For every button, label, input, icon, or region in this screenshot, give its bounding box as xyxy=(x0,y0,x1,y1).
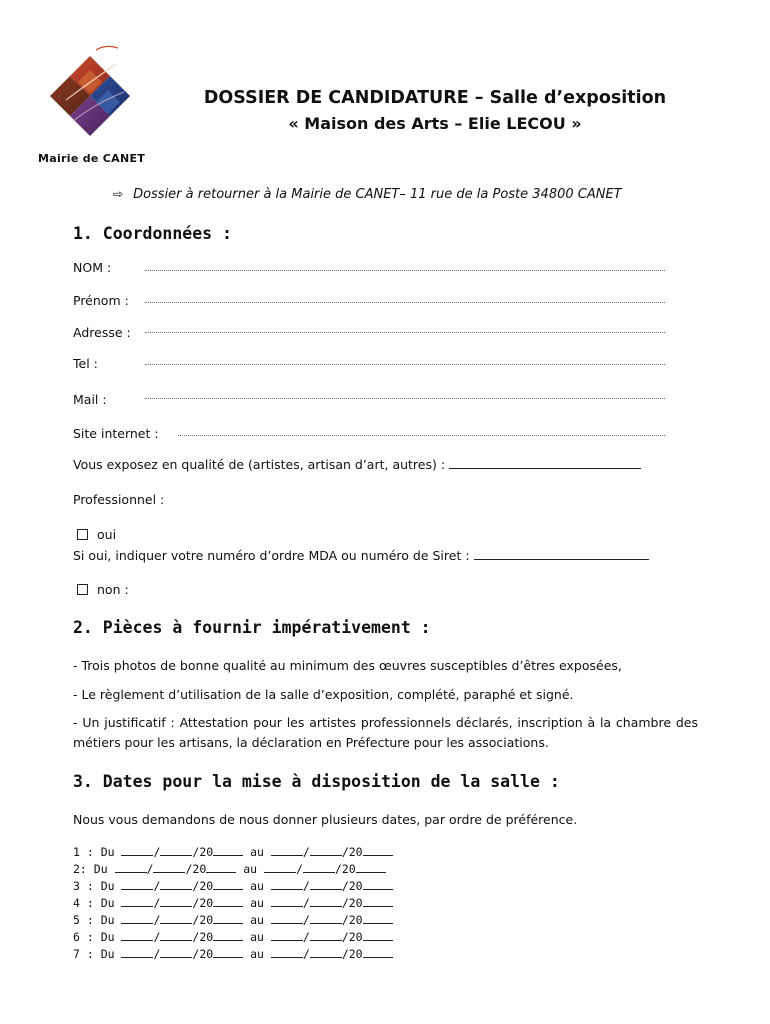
date-start-day[interactable] xyxy=(121,913,153,924)
date-end-day[interactable] xyxy=(271,913,303,924)
oui-row xyxy=(73,527,116,542)
date-sep: / xyxy=(302,947,310,961)
field-line-mail[interactable] xyxy=(145,398,665,399)
date-start-year[interactable] xyxy=(213,930,243,941)
arrow-right-icon: ⇨ xyxy=(113,187,124,201)
date-start-year-prefix: /20 xyxy=(192,845,214,859)
date-end-day[interactable] xyxy=(264,862,296,873)
date-row xyxy=(73,947,393,961)
date-sep: / xyxy=(302,930,310,944)
piece-item-3: - Un justificatif : Attestation pour les artistes professionnels déclarés, inscription à la chambre des métiers pour les artisans, la déclaration en Préfecture pour les associations. xyxy=(73,715,698,750)
date-sep: / xyxy=(302,913,310,927)
date-row xyxy=(73,879,393,893)
field-line-tel[interactable] xyxy=(145,364,665,365)
section1-heading: 1. Coordonnées : xyxy=(73,224,232,243)
date-row xyxy=(73,913,393,927)
date-sep: / xyxy=(302,879,310,893)
piece-item-1: - Trois photos de bonne qualité au minimum des œuvres susceptibles d’êtres exposées, xyxy=(73,658,622,673)
field-label-prenom: Prénom : xyxy=(73,293,129,308)
date-row-label: 3 : Du xyxy=(73,879,122,893)
date-au: au xyxy=(243,930,271,944)
date-sep: / xyxy=(153,930,161,944)
date-row-label: 5 : Du xyxy=(73,913,122,927)
mairie-logo xyxy=(36,42,144,150)
date-au: au xyxy=(243,896,271,910)
date-end-month[interactable] xyxy=(310,896,342,907)
date-end-day[interactable] xyxy=(271,930,303,941)
field-line-prenom[interactable] xyxy=(145,302,665,303)
date-sep: / xyxy=(153,879,161,893)
organization-name: Mairie de CANET xyxy=(38,152,146,165)
date-row-label: 2: Du xyxy=(73,862,115,876)
date-start-month[interactable] xyxy=(160,947,192,958)
date-end-year[interactable] xyxy=(363,913,393,924)
date-start-year[interactable] xyxy=(213,947,243,958)
date-end-year[interactable] xyxy=(363,947,393,958)
date-start-year[interactable] xyxy=(213,845,243,856)
date-end-month[interactable] xyxy=(310,845,342,856)
non-row xyxy=(73,582,129,597)
date-end-month[interactable] xyxy=(310,947,342,958)
date-end-year[interactable] xyxy=(363,896,393,907)
date-sep: / xyxy=(302,845,310,859)
date-end-day[interactable] xyxy=(271,845,303,856)
date-au: au xyxy=(243,913,271,927)
date-start-day[interactable] xyxy=(121,845,153,856)
date-start-year-prefix: /20 xyxy=(185,862,207,876)
qualite-row xyxy=(73,457,641,472)
qualite-label: Vous exposez en qualité de (artistes, artisan d’art, autres) : xyxy=(73,457,446,472)
date-sep: / xyxy=(146,862,154,876)
date-au: au xyxy=(243,947,271,961)
date-end-year[interactable] xyxy=(363,879,393,890)
date-start-day[interactable] xyxy=(121,896,153,907)
field-label-adresse: Adresse : xyxy=(73,325,131,340)
date-end-day[interactable] xyxy=(271,879,303,890)
date-end-day[interactable] xyxy=(271,896,303,907)
date-start-month[interactable] xyxy=(160,930,192,941)
date-end-year[interactable] xyxy=(363,845,393,856)
field-line-nom[interactable] xyxy=(145,270,665,271)
date-sep: / xyxy=(153,896,161,910)
date-end-year-prefix: /20 xyxy=(341,947,363,961)
date-start-year[interactable] xyxy=(213,879,243,890)
field-label-tel: Tel : xyxy=(73,356,98,371)
date-au: au xyxy=(243,845,271,859)
date-end-year-prefix: /20 xyxy=(341,845,363,859)
date-end-month[interactable] xyxy=(303,862,335,873)
date-start-month[interactable] xyxy=(160,913,192,924)
non-checkbox[interactable] xyxy=(77,584,88,595)
date-end-year[interactable] xyxy=(363,930,393,941)
date-end-year-prefix: /20 xyxy=(341,879,363,893)
date-end-day[interactable] xyxy=(271,947,303,958)
field-label-nom: NOM : xyxy=(73,260,112,275)
siret-label: Si oui, indiquer votre numéro d’ordre MDA ou numéro de Siret : xyxy=(73,548,470,563)
date-start-year-prefix: /20 xyxy=(192,947,214,961)
professionnel-label: Professionnel : xyxy=(73,492,165,507)
return-notice-text: Dossier à retourner à la Mairie de CANET– 11 rue de la Poste 34800 CANET xyxy=(133,187,622,202)
date-sep: / xyxy=(153,845,161,859)
date-start-year-prefix: /20 xyxy=(192,930,214,944)
date-row xyxy=(73,930,393,944)
date-au: au xyxy=(236,862,264,876)
date-end-year-prefix: /20 xyxy=(334,862,356,876)
return-notice xyxy=(113,187,622,202)
date-row-label: 7 : Du xyxy=(73,947,122,961)
date-start-month[interactable] xyxy=(160,896,192,907)
siret-field[interactable] xyxy=(474,548,649,560)
date-row-label: 1 : Du xyxy=(73,845,122,859)
date-start-year-prefix: /20 xyxy=(192,896,214,910)
date-row xyxy=(73,896,393,910)
date-sep: / xyxy=(153,947,161,961)
date-start-year[interactable] xyxy=(206,862,236,873)
date-start-month[interactable] xyxy=(160,845,192,856)
date-sep: / xyxy=(302,896,310,910)
date-sep: / xyxy=(153,913,161,927)
field-label-mail: Mail : xyxy=(73,392,107,407)
date-start-month[interactable] xyxy=(153,862,185,873)
date-end-year-prefix: /20 xyxy=(341,930,363,944)
date-start-day[interactable] xyxy=(121,930,153,941)
field-label-site: Site internet : xyxy=(73,426,159,441)
page-title: DOSSIER DE CANDIDATURE – Salle d’exposition xyxy=(203,88,667,108)
page-subtitle: « Maison des Arts – Elie LECOU » xyxy=(288,114,582,133)
field-line-adresse[interactable] xyxy=(145,332,665,333)
date-row xyxy=(73,862,386,876)
date-end-year-prefix: /20 xyxy=(341,896,363,910)
date-end-month[interactable] xyxy=(310,930,342,941)
date-start-year[interactable] xyxy=(213,896,243,907)
qualite-field[interactable] xyxy=(449,457,641,469)
date-au: au xyxy=(243,879,271,893)
date-row-label: 6 : Du xyxy=(73,930,122,944)
date-start-year-prefix: /20 xyxy=(192,913,214,927)
siret-row xyxy=(73,548,649,563)
date-start-day[interactable] xyxy=(115,862,147,873)
dates-intro: Nous vous demandons de nous donner plusieurs dates, par ordre de préférence. xyxy=(73,812,578,827)
date-start-year[interactable] xyxy=(213,913,243,924)
oui-checkbox[interactable] xyxy=(77,529,88,540)
date-start-month[interactable] xyxy=(160,879,192,890)
section2-heading: 2. Pièces à fournir impérativement : xyxy=(73,618,431,637)
piece-item-2: - Le règlement d’utilisation de la salle d’exposition, complété, paraphé et signé. xyxy=(73,687,574,702)
date-end-year[interactable] xyxy=(356,862,386,873)
date-end-year-prefix: /20 xyxy=(341,913,363,927)
non-label: non : xyxy=(97,582,129,597)
date-start-day[interactable] xyxy=(121,947,153,958)
date-row xyxy=(73,845,393,859)
date-start-day[interactable] xyxy=(121,879,153,890)
field-line-site[interactable] xyxy=(178,435,665,436)
date-start-year-prefix: /20 xyxy=(192,879,214,893)
date-row-label: 4 : Du xyxy=(73,896,122,910)
date-sep: / xyxy=(295,862,303,876)
date-end-month[interactable] xyxy=(310,879,342,890)
date-end-month[interactable] xyxy=(310,913,342,924)
oui-label: oui xyxy=(97,527,117,542)
section3-heading: 3. Dates pour la mise à disposition de la salle : xyxy=(73,772,560,791)
